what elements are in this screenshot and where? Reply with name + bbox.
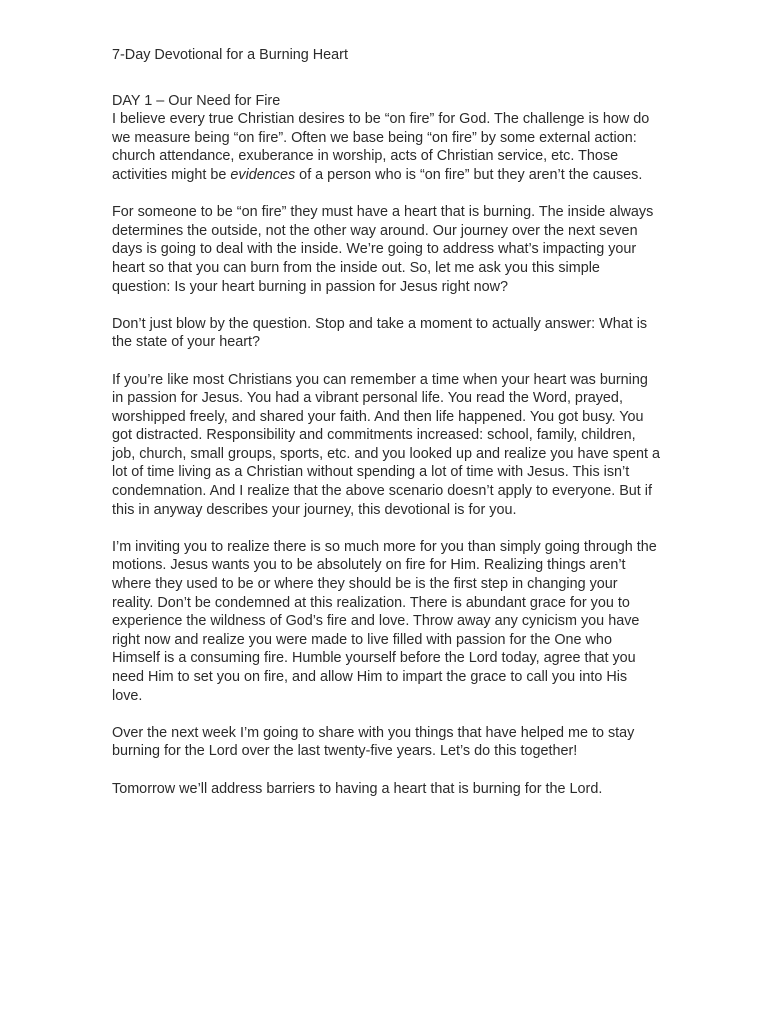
paragraph-5: I’m inviting you to realize there is so much more for you than simply going through the motions. Jesus wants you to be absolutely on fire for Him. Realizing things aren’t where they used to be or where they should be is the first step in changing your reality. Don’t be condemned at this realization. There is abundant grace for you to experience the wildness of God’s fire and love. Throw away any cynicism you have right now and realize you were made to live filled with passion for the One who Himself is a consuming fire. Humble yourself before the Lord today, agree that you need Him to set you on fire, and allow Him to impart the grace to call you into His love. bbox=[112, 538, 657, 704]
day-heading: DAY 1 – Our Need for Fire bbox=[112, 92, 281, 109]
emphasis-evidences: evidences bbox=[230, 166, 296, 183]
paragraph-4: If you’re like most Christians you can remember a time when your heart was burning in passion for Jesus. You had a vibrant personal life. You read the Word, prayed, worshipped freely, and shared your faith. And then life happened. You got busy. You got distracted. Responsibility and commitments increased: school, family, children, job, church, small groups, sports, etc. and you looked up and realize you have spent a lot of time living as a Christian without spending a lot of time with Jesus. This isn’t condemnation. And I realize that the above scenario doesn’t apply to everyone. But if this in anyway describes your journey, this devotional is for you. bbox=[112, 371, 660, 518]
paragraph-2: For someone to be “on fire” they must have a heart that is burning. The inside always determines the outside, not the other way around. Our journey over the next seven days is going to deal with the inside. We’re going to address what’s impacting your heart so that you can burn from the inside out. So, let me ask you this simple question: Is your heart burning in passion for Jesus right now? bbox=[112, 204, 654, 295]
document-body bbox=[112, 46, 660, 817]
paragraph-1-text-end: of a person who is “on fire” but they aren’t the causes. bbox=[295, 166, 643, 183]
paragraph-1-text-start: I believe every true Christian desires to be “on fire” for God. The challenge is how do we measure being “on fire”. Often we base being “on fire” by some external action: church attendance, exuberance in worship, acts of Christian service, etc. Those activities might be bbox=[112, 111, 650, 183]
paragraph-7: Tomorrow we’ll address barriers to having a heart that is burning for the Lord. bbox=[112, 780, 603, 797]
paragraph-1 bbox=[112, 110, 660, 184]
document-title: 7-Day Devotional for a Burning Heart bbox=[112, 47, 348, 63]
paragraph-6: Over the next week I’m going to share with you things that have helped me to stay burning for the Lord over the last twenty-five years. Let’s do this together! bbox=[112, 724, 635, 760]
paragraph-3: Don’t just blow by the question. Stop and take a moment to actually answer: What is the state of your heart? bbox=[112, 315, 648, 351]
